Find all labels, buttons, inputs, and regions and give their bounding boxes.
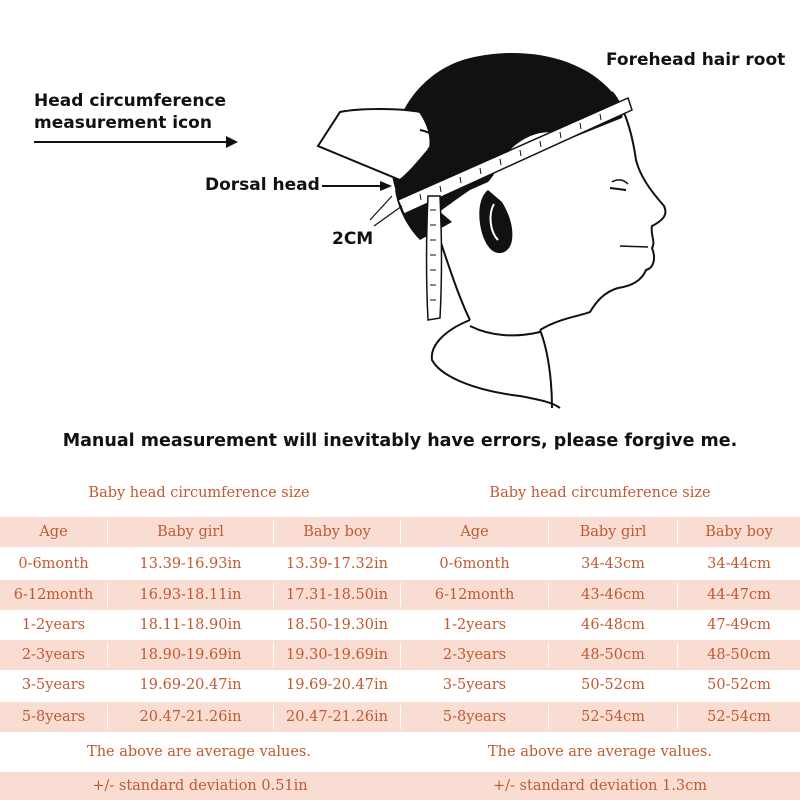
head-icon-label-line2: measurement icon <box>34 113 212 133</box>
ear-shape <box>479 190 512 253</box>
table-row <box>400 549 800 579</box>
inch-age-cell: 2-3years <box>21 647 86 663</box>
cm-header-girl: Baby girl <box>579 524 647 540</box>
table-row <box>0 702 400 732</box>
cm-girl-cell: 48-50cm <box>581 647 645 663</box>
cm-girl-cell: 50-52cm <box>581 677 645 693</box>
inch-boy-cell: 19.69-20.47in <box>286 677 388 693</box>
inch-girl-cell: 18.11-18.90in <box>139 617 242 633</box>
inch-header-age: Age <box>39 524 68 540</box>
table-row <box>0 610 400 640</box>
cm-age-cell: 0-6month <box>439 556 510 572</box>
inch-note-deviation: +/- standard deviation 0.51in <box>0 772 400 800</box>
cm-age-cell: 2-3years <box>442 647 507 663</box>
inch-header-boy: Baby boy <box>303 524 371 540</box>
table-row <box>400 670 800 700</box>
inch-boy-cell: 13.39-17.32in <box>286 556 388 572</box>
inch-boy-cell: 19.30-19.69in <box>286 647 388 663</box>
inch-age-cell: 3-5years <box>21 677 86 693</box>
eye-lid <box>612 180 628 184</box>
cm-boy-cell: 44-47cm <box>707 587 771 603</box>
eye-line <box>610 188 626 190</box>
hanging-tape <box>427 196 442 320</box>
cm-girl-cell: 46-48cm <box>581 617 645 633</box>
inch-girl-cell: 20.47-21.26in <box>139 709 242 725</box>
neck-back <box>440 240 470 320</box>
cm-girl-cell: 43-46cm <box>581 587 645 603</box>
inch-girl-cell: 13.39-16.93in <box>139 556 242 572</box>
cm-header-age: Age <box>460 524 489 540</box>
cm-note-deviation: +/- standard deviation 1.3cm <box>400 772 800 800</box>
inch-note-average: The above are average values. <box>87 744 311 760</box>
table-row <box>400 640 800 670</box>
cm-table-title: Baby head circumference size <box>489 485 711 501</box>
cm-age-cell: 3-5years <box>442 677 507 693</box>
measurement-notice: Manual measurement will inevitably have errors, please forgive me. <box>62 431 738 451</box>
table-row <box>400 702 800 732</box>
cm-header-boy: Baby boy <box>705 524 773 540</box>
table-row <box>0 580 400 610</box>
collar-line <box>470 326 540 335</box>
inch-boy-cell: 18.50-19.30in <box>286 617 388 633</box>
inch-age-cell: 5-8years <box>21 709 86 725</box>
dorsal-label: Dorsal head <box>205 175 320 195</box>
dorsal-arrowhead <box>380 181 392 191</box>
forehead-label: Forehead hair root <box>606 50 786 70</box>
inch-table-header-row <box>0 517 400 547</box>
inch-boy-cell: 17.31-18.50in <box>286 587 388 603</box>
inch-girl-cell: 19.69-20.47in <box>139 677 242 693</box>
table-row <box>0 670 400 700</box>
cm-girl-cell: 34-43cm <box>581 556 645 572</box>
table-row <box>0 549 400 579</box>
inch-age-cell: 6-12month <box>13 587 94 603</box>
inch-boy-cell: 20.47-21.26in <box>286 709 388 725</box>
cm-note-average: The above are average values. <box>488 744 712 760</box>
inch-table-title: Baby head circumference size <box>88 485 310 501</box>
cm-boy-cell: 47-49cm <box>707 617 771 633</box>
head-icon-arrowhead <box>226 136 238 148</box>
inch-girl-cell: 18.90-19.69in <box>139 647 242 663</box>
cm-boy-cell: 50-52cm <box>707 677 771 693</box>
cm-boy-cell: 52-54cm <box>707 709 771 725</box>
cm-boy-cell: 48-50cm <box>707 647 771 663</box>
cm-boy-cell: 34-44cm <box>707 556 771 572</box>
inch-age-cell: 0-6month <box>18 556 89 572</box>
cm-age-cell: 6-12month <box>434 587 515 603</box>
table-row <box>400 580 800 610</box>
two-cm-label: 2CM <box>332 229 374 249</box>
inch-girl-cell: 16.93-18.11in <box>139 587 242 603</box>
inch-header-girl: Baby girl <box>157 524 224 540</box>
shoulder-outline <box>432 320 560 408</box>
two-cm-pointer-lines <box>370 196 402 226</box>
cm-table-header-row <box>400 517 800 547</box>
head-icon-label-line1: Head circumference <box>34 91 227 111</box>
cm-girl-cell: 52-54cm <box>581 709 645 725</box>
table-row <box>400 610 800 640</box>
inch-age-cell: 1-2years <box>21 617 86 633</box>
chin-line <box>620 246 648 247</box>
cm-age-cell: 5-8years <box>442 709 507 725</box>
cm-age-cell: 1-2years <box>442 617 507 633</box>
table-row <box>0 640 400 670</box>
